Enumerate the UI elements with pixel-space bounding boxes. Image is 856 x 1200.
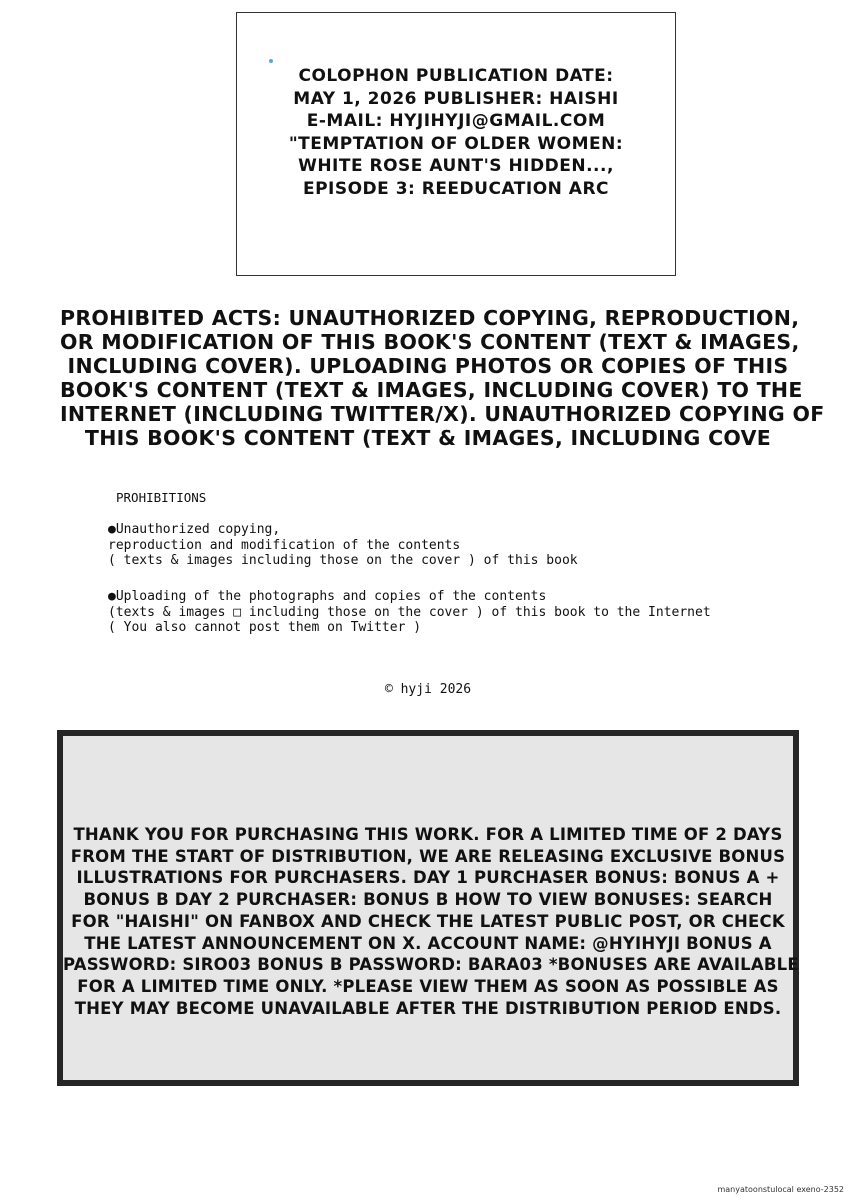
colophon-box [236, 12, 676, 276]
colophon-line: WHITE ROSE AUNT'S HIDDEN..., [298, 156, 614, 176]
prohibition-line: reproduction and modification of the contents [108, 537, 461, 553]
prohibition-line: ( You also cannot post them on Twitter ) [108, 620, 422, 635]
colophon-text [237, 65, 675, 200]
prohibited-acts-line: BOOK'S CONTENT (TEXT & IMAGES, INCLUDING COVER) TO THE [60, 378, 803, 402]
prohibition-line: (texts & images □ including those on the cover ) of this book to the Internet [108, 604, 711, 620]
bonus-notice-line: PASSWORD: SIRO03 BONUS B PASSWORD: BARA03 *BONUSES ARE AVAILABLE [63, 955, 799, 975]
prohibited-acts-line: INCLUDING COVER). UPLOADING PHOTOS OR COPIES OF THIS [67, 354, 789, 378]
bonus-notice-line: BONUS B DAY 2 PURCHASER: BONUS B HOW TO VIEW BONUSES: SEARCH [83, 890, 773, 910]
bonus-notice-line: ILLUSTRATIONS FOR PURCHASERS. DAY 1 PURCHASER BONUS: BONUS A + [76, 868, 780, 888]
prohibited-acts-line: OR MODIFICATION OF THIS BOOK'S CONTENT (TEXT & IMAGES, [60, 330, 800, 354]
prohibited-acts-line: PROHIBITED ACTS: UNAUTHORIZED COPYING, REPRODUCTION, [60, 306, 800, 330]
bonus-notice-line: FOR "HAISHI" ON FANBOX AND CHECK THE LATEST PUBLIC POST, OR CHECK [71, 911, 785, 931]
colophon-line: EPISODE 3: REEDUCATION ARC [302, 178, 610, 199]
prohibited-acts-line: INTERNET (INCLUDING TWITTER/X). UNAUTHORIZED COPYING OF [60, 402, 825, 426]
bonus-notice-text [63, 824, 799, 1019]
bonus-notice-box [57, 730, 799, 1086]
colophon-line: MAY 1, 2026 PUBLISHER: HAISHI [293, 88, 619, 109]
colophon-line: COLOPHON PUBLICATION DATE: [298, 66, 614, 86]
prohibition-line: ( texts & images including those on the cover ) of this book [108, 553, 578, 568]
bonus-notice-line: THANK YOU FOR PURCHASING THIS WORK. FOR A LIMITED TIME OF 2 DAYS [73, 825, 783, 844]
colophon-line: "TEMPTATION OF OLDER WOMEN: [288, 133, 624, 154]
prohibited-acts-notice [60, 306, 825, 450]
copyright-notice: © hyji 2026 [384, 682, 472, 697]
bonus-notice-line: THE LATEST ANNOUNCEMENT ON X. ACCOUNT NAME: @HYIHYJI BONUS A [84, 933, 772, 953]
prohibition-line: ●Unauthorized copying, [108, 522, 281, 537]
bonus-notice-line: FOR A LIMITED TIME ONLY. *PLEASE VIEW THEM AS SOON AS POSSIBLE AS [77, 976, 779, 996]
bonus-notice-line: FROM THE START OF DISTRIBUTION, WE ARE RELEASING EXCLUSIVE BONUS [70, 846, 786, 866]
colophon-line: E-MAIL: HYJIHYJI@GMAIL.COM [306, 111, 606, 131]
prohibition-item-uploading [108, 589, 711, 636]
decorative-dot-icon [269, 59, 273, 63]
site-watermark: manyatoonstulocal exeno-2352 [717, 1185, 844, 1194]
prohibitions-heading: PROHIBITIONS [116, 490, 207, 505]
bonus-notice-line: THEY MAY BECOME UNAVAILABLE AFTER THE DISTRIBUTION PERIOD ENDS. [74, 998, 782, 1018]
prohibition-line: ●Uploading of the photographs and copies of the contents [108, 589, 547, 604]
prohibited-acts-line: THIS BOOK'S CONTENT (TEXT & IMAGES, INCLUDING COVE [84, 426, 772, 450]
prohibition-item-copying [108, 522, 578, 569]
